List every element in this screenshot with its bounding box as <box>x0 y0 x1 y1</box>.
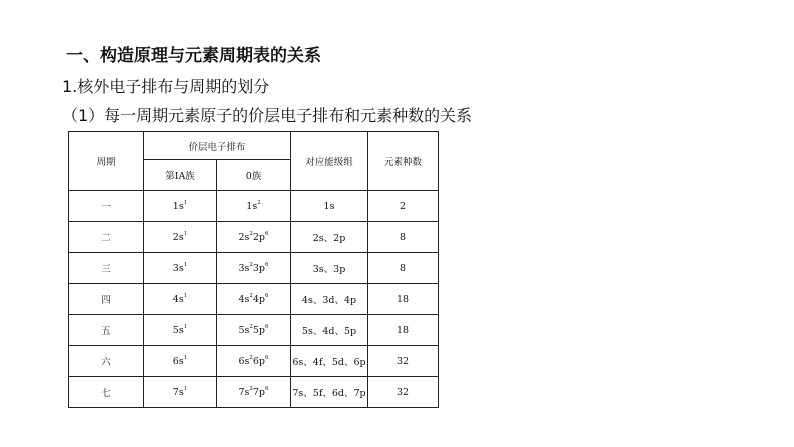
cell-period: 七 <box>69 377 144 408</box>
electron-config <box>173 356 187 367</box>
electron-config <box>173 294 187 305</box>
subsection-heading: 1.核外电子排布与周期的划分 <box>62 77 270 96</box>
config-orbital: 3p <box>252 262 266 274</box>
config-orbital: 1s <box>246 200 258 212</box>
cell-sublevels: 3s、3p <box>291 253 368 284</box>
cell-period: 六 <box>69 346 144 377</box>
cell-period: 五 <box>69 315 144 346</box>
table-row <box>69 346 439 377</box>
config-orbital: 5s <box>172 324 184 336</box>
cell-group1a <box>144 253 217 284</box>
cell-count: 8 <box>368 253 439 284</box>
config-orbital: 5s <box>238 324 250 336</box>
cell-period: 四 <box>69 284 144 315</box>
electron-config <box>238 387 268 398</box>
header-group0: 0族 <box>217 160 291 191</box>
table-body <box>69 191 439 408</box>
cell-count: 2 <box>368 191 439 222</box>
header-sublevels: 对应能级组 <box>291 132 368 191</box>
cell-group0 <box>217 222 291 253</box>
table-row <box>69 284 439 315</box>
config-superscript: 1 <box>183 292 188 299</box>
config-orbital: 4s <box>172 293 184 305</box>
config-superscript: 1 <box>183 230 188 237</box>
config-superscript: 1 <box>183 261 188 268</box>
config-superscript: 6 <box>265 354 269 361</box>
config-orbital: 6s <box>238 355 250 367</box>
config-orbital: 4s <box>238 293 250 305</box>
config-orbital: 3s <box>238 262 250 274</box>
config-superscript: 6 <box>265 261 269 268</box>
electron-config <box>238 356 268 367</box>
cell-count: 18 <box>368 284 439 315</box>
config-orbital: 3s <box>172 262 184 274</box>
cell-count: 32 <box>368 377 439 408</box>
header-valence: 价层电子排布 <box>144 132 291 160</box>
table-row <box>69 222 439 253</box>
config-superscript: 1 <box>183 385 188 392</box>
cell-group0 <box>217 191 291 222</box>
config-superscript: 1 <box>183 323 188 330</box>
cell-count: 8 <box>368 222 439 253</box>
cell-group1a <box>144 315 217 346</box>
electron-config <box>173 201 187 212</box>
cell-count: 18 <box>368 315 439 346</box>
config-orbital: 7s <box>238 386 250 398</box>
config-orbital: 2s <box>172 231 184 243</box>
cell-group1a <box>144 346 217 377</box>
cell-sublevels: 4s、3d、4p <box>291 284 368 315</box>
electron-config <box>238 325 268 336</box>
config-orbital: 7s <box>172 386 184 398</box>
config-superscript: 2 <box>257 199 261 206</box>
config-orbital: 6p <box>252 355 266 367</box>
period-table <box>68 131 439 408</box>
electron-config <box>173 387 187 398</box>
cell-sublevels: 6s、4f、5d、6p <box>291 346 368 377</box>
cell-group1a <box>144 377 217 408</box>
config-superscript: 6 <box>265 385 269 392</box>
cell-sublevels: 2s、2p <box>291 222 368 253</box>
section-heading: 一、构造原理与元素周期表的关系 <box>66 46 321 66</box>
electron-config <box>173 325 187 336</box>
cell-period: 一 <box>69 191 144 222</box>
cell-group1a <box>144 284 217 315</box>
header-group1a: 第ⅠA族 <box>144 160 217 191</box>
cell-count: 32 <box>368 346 439 377</box>
cell-sublevels: 1s <box>291 191 368 222</box>
cell-group0 <box>217 253 291 284</box>
config-superscript: 2 <box>249 354 253 361</box>
table-row <box>69 377 439 408</box>
cell-group1a <box>144 191 217 222</box>
electron-config <box>173 232 187 243</box>
cell-sublevels: 7s、5f、6d、7p <box>291 377 368 408</box>
config-superscript: 1 <box>183 199 188 206</box>
cell-sublevels: 5s、4d、5p <box>291 315 368 346</box>
config-orbital: 5p <box>252 324 266 336</box>
config-superscript: 2 <box>249 385 253 392</box>
topic-heading: （1）每一周期元素原子的价层电子排布和元素种数的关系 <box>62 106 473 125</box>
config-superscript: 2 <box>249 230 253 237</box>
electron-config <box>173 263 187 274</box>
config-orbital: 2s <box>238 231 250 243</box>
config-orbital: 2p <box>252 231 266 243</box>
cell-period: 三 <box>69 253 144 284</box>
config-orbital: 7p <box>252 386 266 398</box>
cell-period: 二 <box>69 222 144 253</box>
cell-group0 <box>217 315 291 346</box>
table-row <box>69 253 439 284</box>
cell-group1a <box>144 222 217 253</box>
electron-config <box>238 232 268 243</box>
electron-config <box>238 263 268 274</box>
config-superscript: 1 <box>183 354 188 361</box>
config-superscript: 2 <box>249 292 253 299</box>
cell-group0 <box>217 346 291 377</box>
electron-config <box>246 201 260 212</box>
config-superscript: 6 <box>265 323 269 330</box>
config-superscript: 2 <box>249 261 253 268</box>
table-row <box>69 191 439 222</box>
config-orbital: 1s <box>172 200 184 212</box>
config-orbital: 6s <box>172 355 184 367</box>
config-orbital: 4p <box>252 293 266 305</box>
header-count: 元素种数 <box>368 132 439 191</box>
electron-config <box>238 294 268 305</box>
config-superscript: 6 <box>265 230 269 237</box>
cell-group0 <box>217 284 291 315</box>
config-superscript: 6 <box>265 292 269 299</box>
cell-group0 <box>217 377 291 408</box>
header-period: 周期 <box>69 132 144 191</box>
table-row <box>69 315 439 346</box>
config-superscript: 2 <box>249 323 253 330</box>
